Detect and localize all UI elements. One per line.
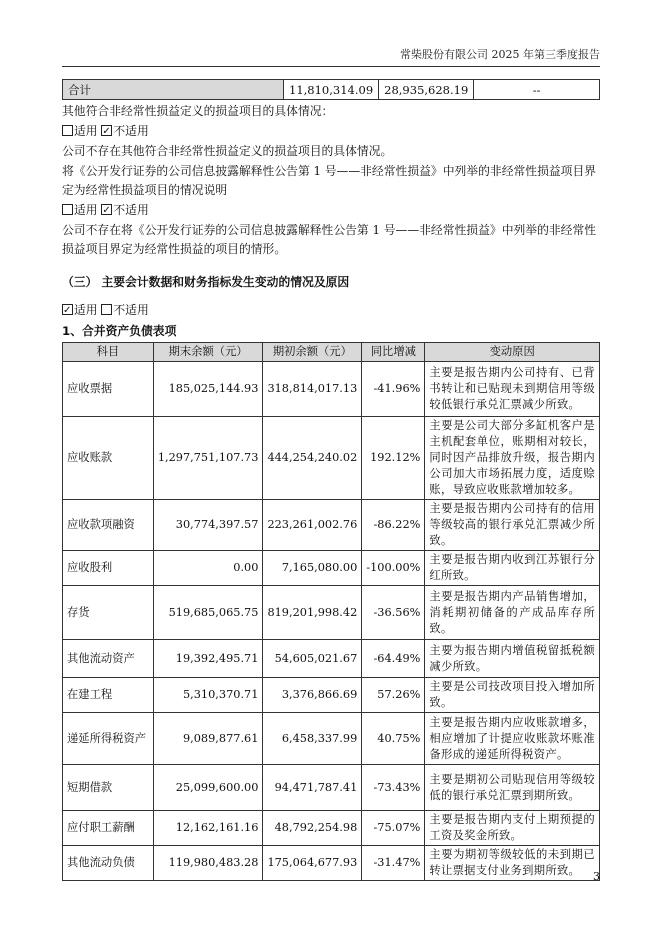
cell-reason: 主要是报告期内公司持有、已背书转让和已贴现未到期信用等级较低银行承兑汇票减少所致。 [425,362,600,417]
cell-item: 其他流动资产 [63,640,154,678]
table-row [63,640,600,678]
cell-begin-balance: 94,471,787.41 [263,765,362,811]
cell-end-balance: 1,297,751,107.73 [153,417,263,500]
table-row [63,811,600,846]
cell-reason: 主要是公司大部分多缸机客户是主机配套单位，账期相对较长，同时因产品排放升级，报告期内公司加大市场拓展力度，适度赊账，导致应收账款增加较多。 [425,417,600,500]
choice-not-applicable-label-1: 不适用 [113,124,149,138]
cell-change: 57.26% [362,678,425,713]
cell-begin-balance: 7,165,080.00 [263,551,362,586]
balance-sheet-table [62,342,600,881]
cell-end-balance: 185,025,144.93 [153,362,263,417]
other-items-statement: 公司不存在其他符合非经常性损益定义的损益项目的具体情况。 [62,144,393,158]
checkbox-not-applicable-2[interactable] [101,204,112,215]
cell-end-balance: 0.00 [153,551,263,586]
cell-change: -100.00% [362,551,425,586]
cell-item: 应付职工薪酬 [63,811,154,846]
checkbox-applicable-3[interactable] [62,304,73,315]
table-row [63,678,600,713]
choice-applicable-label-1: 适用 [74,124,98,138]
cell-change: 40.75% [362,713,425,765]
cell-end-balance: 119,980,483.28 [153,846,263,881]
cell-reason: 主要是报告期内应收账款增多，相应增加了计提应收账款坏账准备形成的递延所得税资产。 [425,713,600,765]
cell-begin-balance: 444,254,240.02 [263,417,362,500]
cell-item: 应收账款 [63,417,154,500]
cell-change: -75.07% [362,811,425,846]
choice-applicable-label-2: 适用 [74,203,98,217]
cell-reason: 主要是报告期内公司持有的信用等级较高的银行承兑汇票减少所致。 [425,500,600,551]
cell-item: 应收股利 [63,551,154,586]
reclassification-heading-line1: 将《公开发行证券的公司信息披露解释性公告第 1 号——非经常性损益》中列举的非经常性损益项目界 [62,164,597,178]
cell-end-balance: 19,392,495.71 [153,640,263,678]
cell-change: -36.56% [362,586,425,640]
table-row [63,765,600,811]
cell-begin-balance: 318,814,017.13 [263,362,362,417]
section-3-title: （三） 主要会计数据和财务指标发生变动的情况及原因 [62,275,350,289]
table-body [63,362,600,881]
cell-end-balance: 519,685,065.75 [153,586,263,640]
reclassification-statement-line2: 损益项目界定为经常性损益的项目的情形。 [62,242,287,256]
cell-item: 存货 [63,586,154,640]
cell-reason: 主要是期初公司贴现信用等级较低的银行承兑汇票到期所致。 [425,765,600,811]
cell-reason: 主要是报告期内支付上期预提的工资及奖金所致。 [425,811,600,846]
summary-value-1: 11,810,314.09 [284,80,379,100]
cell-item: 应收款项融资 [63,500,154,551]
cell-begin-balance: 3,376,866.69 [263,678,362,713]
cell-begin-balance: 819,201,998.42 [263,586,362,640]
checkbox-applicable-1[interactable] [62,125,73,136]
summary-value-3: -- [474,80,600,100]
cell-item: 递延所得税资产 [63,713,154,765]
choice-not-applicable-label-2: 不适用 [113,203,149,217]
checkbox-not-applicable-3[interactable] [101,304,112,315]
cell-item: 短期借款 [63,765,154,811]
cell-end-balance: 30,774,397.57 [153,500,263,551]
applicability-choice-3 [62,300,602,320]
table-row [63,846,600,881]
reclassification-heading-line2: 定为经常性损益项目的情况说明 [62,183,228,197]
col-header-item: 科目 [63,343,154,362]
summary-label: 合计 [63,80,284,100]
summary-row [63,80,600,100]
cell-reason: 主要是报告期内收到江苏银行分红所致。 [425,551,600,586]
cell-item: 在建工程 [63,678,154,713]
table-row [63,417,600,500]
cell-begin-balance: 48,792,254.98 [263,811,362,846]
cell-end-balance: 25,099,600.00 [153,765,263,811]
cell-change: -31.47% [362,846,425,881]
checkbox-not-applicable-1[interactable] [101,125,112,136]
applicability-choice-1 [62,121,602,141]
cell-item: 应收票据 [63,362,154,417]
cell-change: -73.43% [362,765,425,811]
cell-change: -64.49% [362,640,425,678]
cell-end-balance: 12,162,161.16 [153,811,263,846]
cell-begin-balance: 175,064,677.93 [263,846,362,881]
col-header-begin-balance: 期初余额（元） [263,343,362,362]
cell-change: -86.22% [362,500,425,551]
table-row [63,586,600,640]
cell-end-balance: 9,089,877.61 [153,713,263,765]
col-header-change: 同比增减 [362,343,425,362]
table-header-row [63,343,600,362]
cell-change: -41.96% [362,362,425,417]
cell-begin-balance: 223,261,002.76 [263,500,362,551]
col-header-reason: 变动原因 [425,343,600,362]
cell-begin-balance: 6,458,337.99 [263,713,362,765]
cell-reason: 主要为报告期内增值税留抵税额减少所致。 [425,640,600,678]
table-row [63,500,600,551]
cell-reason: 主要是公司技改项目投入增加所致。 [425,678,600,713]
reclassification-statement-line1: 公司不存在将《公开发行证券的公司信息披露解释性公告第 1 号——非经常性损益》中列举的非经常性 [62,223,597,237]
col-header-end-balance: 期末余额（元） [153,343,263,362]
report-header-title: 常柴股份有限公司 2025 年第三季度报告 [400,48,600,61]
cell-reason: 主要是报告期内产品销售增加，消耗期初储备的产成品库存所致。 [425,586,600,640]
balance-sheet-subtitle: 1、合并资产负债表项 [62,324,177,338]
cell-item: 其他流动负债 [63,846,154,881]
summary-table [62,79,600,100]
header-divider [62,66,600,67]
choice-not-applicable-label-3: 不适用 [113,303,149,317]
cell-reason: 主要为期初等级较低的未到期已转让票据支付业务到期所致。 [425,846,600,881]
page-number: 3 [593,870,600,883]
applicability-choice-2 [62,200,602,220]
choice-applicable-label-3: 适用 [74,303,98,317]
other-items-heading: 其他符合非经常性损益定义的损益项目的具体情况： [62,104,334,118]
cell-end-balance: 5,310,370.71 [153,678,263,713]
cell-change: 192.12% [362,417,425,500]
table-row [63,362,600,417]
table-row [63,551,600,586]
table-row [63,713,600,765]
summary-value-2: 28,935,628.19 [379,80,474,100]
cell-begin-balance: 54,605,021.67 [263,640,362,678]
checkbox-applicable-2[interactable] [62,204,73,215]
